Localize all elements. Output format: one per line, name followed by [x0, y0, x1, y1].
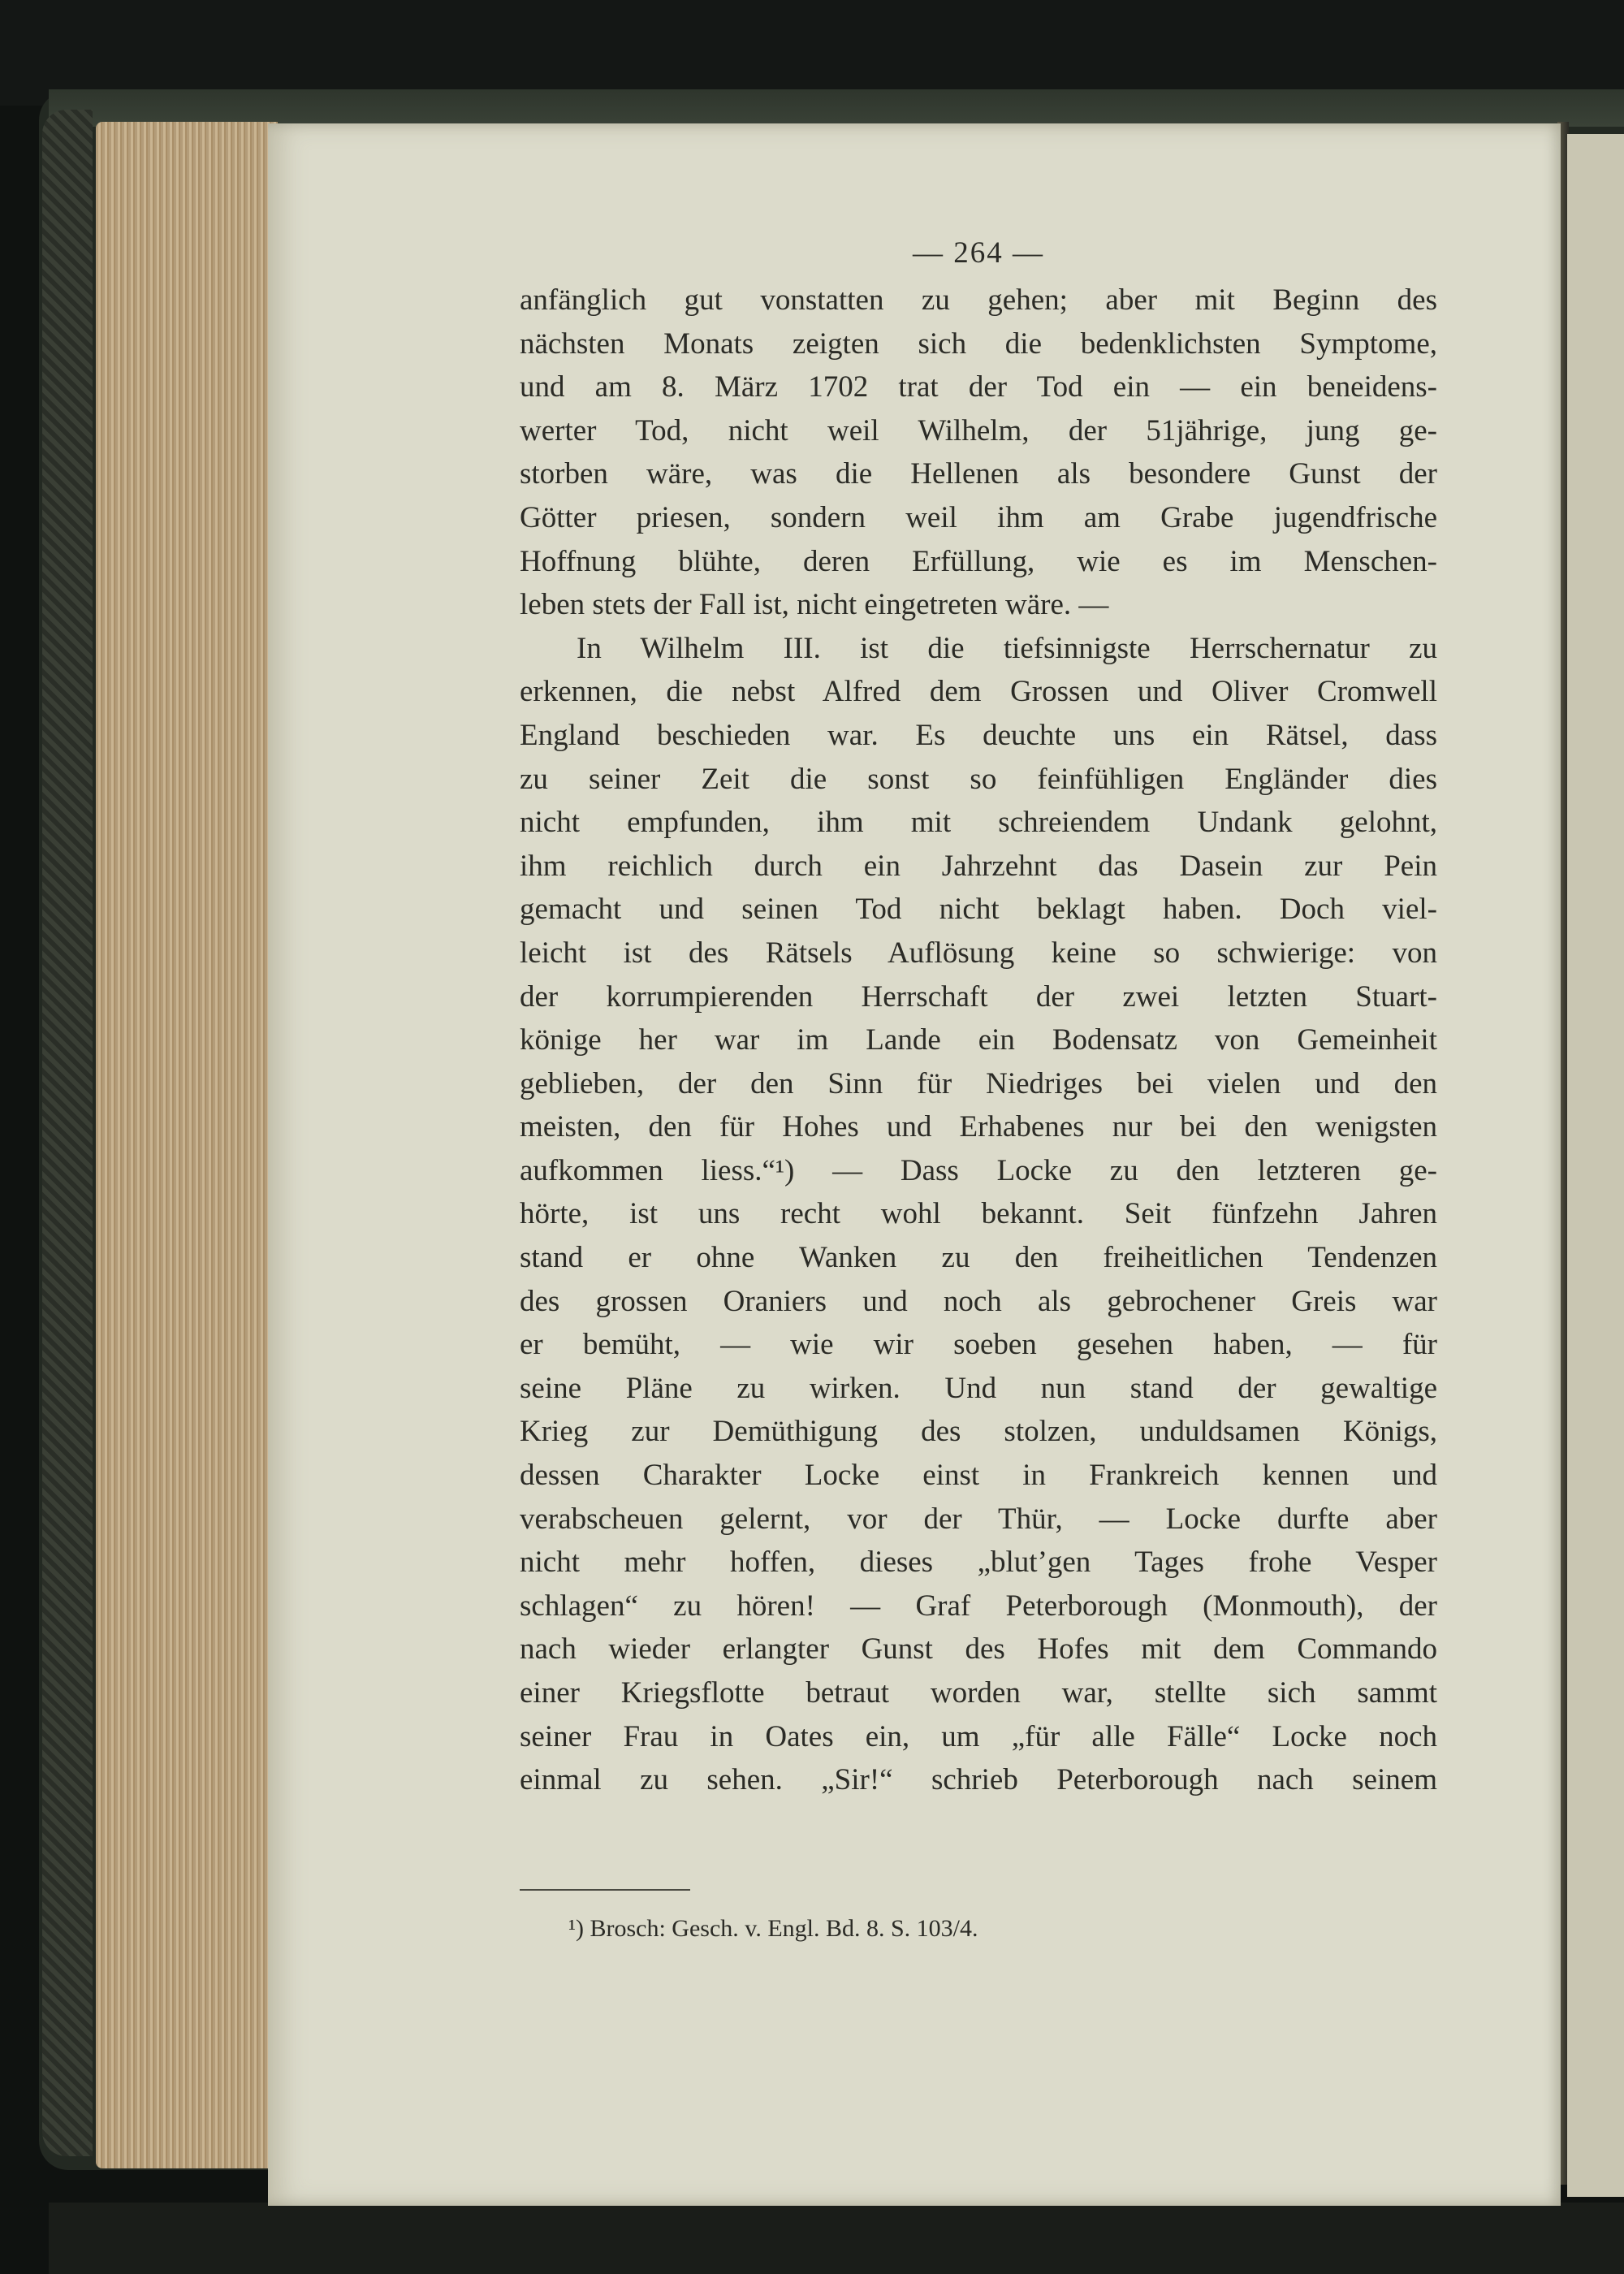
body-text: [520, 279, 1437, 1802]
text-line: seine Pläne zu wirken. Und nun stand der gewaltige: [520, 1371, 1437, 1405]
text-line: verabscheuen gelernt, vor der Thür, — Locke durfte aber: [520, 1502, 1437, 1536]
book-spine-cloth: [42, 110, 93, 2156]
text-line: könige her war im Lande ein Bodensatz von Gemeinheit: [520, 1023, 1437, 1057]
text-line: nicht empfunden, ihm mit schreiendem Undank gelohnt,: [520, 806, 1437, 840]
footnote-divider: [520, 1889, 690, 1891]
text-line: nach wieder erlangter Gunst des Hofes mit dem Commando: [520, 1632, 1437, 1667]
text-line: leicht ist des Rätsels Auflösung keine so schwierige: von: [520, 936, 1437, 970]
text-line: nächsten Monats zeigten sich die bedenklichsten Symptome,: [520, 326, 1437, 361]
text-line: des grossen Oraniers und noch als gebrochener Greis war: [520, 1284, 1437, 1318]
cover-bottom: [49, 2203, 1624, 2274]
text-line: seiner Frau in Oates ein, um „für alle Fälle“ Locke noch: [520, 1719, 1437, 1753]
text-line: der korrumpierenden Herrschaft der zwei letzten Stuart-: [520, 979, 1437, 1014]
footnote: ¹) Brosch: Gesch. v. Engl. Bd. 8. S. 103/4.: [568, 1915, 978, 1942]
text-line: aufkommen liess.“¹) — Dass Locke zu den letzteren ge-: [520, 1153, 1437, 1187]
page-edges: [96, 122, 278, 2168]
text-line: storben wäre, was die Hellenen als besondere Gunst der: [520, 457, 1437, 491]
text-line: einer Kriegsflotte betraut worden war, stellte sich sammt: [520, 1676, 1437, 1710]
text-line: gemacht und seinen Tod nicht beklagt haben. Doch viel-: [520, 893, 1437, 927]
text-line: geblieben, der den Sinn für Niedriges bei vielen und den: [520, 1066, 1437, 1100]
text-line: anfänglich gut vonstatten zu gehen; aber mit Beginn des: [520, 283, 1437, 317]
cover-edge: [49, 89, 1624, 127]
text-line: England beschieden war. Es deuchte uns ein Rätsel, dass: [520, 718, 1437, 752]
page-text-block: [520, 236, 1437, 1802]
text-line: dessen Charakter Locke einst in Frankreich kennen und: [520, 1459, 1437, 1493]
facing-page-edge: [1567, 134, 1624, 2197]
text-line: einmal zu sehen. „Sir!“ schrieb Peterborough nach seinem: [520, 1763, 1437, 1797]
text-line: leben stets der Fall ist, nicht eingetreten wäre. —: [520, 588, 1109, 622]
text-line: werter Tod, nicht weil Wilhelm, der 51jährige, jung ge-: [520, 413, 1437, 447]
text-line: Hoffnung blühte, deren Erfüllung, wie es im Menschen-: [520, 544, 1437, 578]
text-line: In Wilhelm III. ist die tiefsinnigste Herrschernatur zu: [577, 631, 1437, 665]
text-line: nicht mehr hoffen, dieses „blut’gen Tages frohe Vesper: [520, 1546, 1437, 1580]
text-line: Krieg zur Demüthigung des stolzen, unduldsamen Königs,: [520, 1415, 1437, 1449]
text-line: er bemüht, — wie wir soeben gesehen haben, — für: [520, 1328, 1437, 1362]
text-line: ihm reichlich durch ein Jahrzehnt das Dasein zur Pein: [520, 849, 1437, 883]
text-line: und am 8. März 1702 trat der Tod ein — ein beneidens-: [520, 370, 1437, 404]
text-line: erkennen, die nebst Alfred dem Grossen und Oliver Cromwell: [520, 675, 1437, 709]
text-line: Götter priesen, sondern weil ihm am Grabe jugendfrische: [520, 500, 1437, 534]
text-line: schlagen“ zu hören! — Graf Peterborough (Monmouth), der: [520, 1589, 1437, 1623]
text-line: stand er ohne Wanken zu den freiheitlichen Tendenzen: [520, 1241, 1437, 1275]
text-line: hörte, ist uns recht wohl bekannt. Seit fünfzehn Jahren: [520, 1197, 1437, 1231]
page-number: — 264 —: [913, 236, 1044, 270]
text-line: meisten, den für Hohes und Erhabenes nur bei den wenigsten: [520, 1110, 1437, 1144]
text-line: zu seiner Zeit die sonst so feinfühligen Engländer dies: [520, 762, 1437, 796]
